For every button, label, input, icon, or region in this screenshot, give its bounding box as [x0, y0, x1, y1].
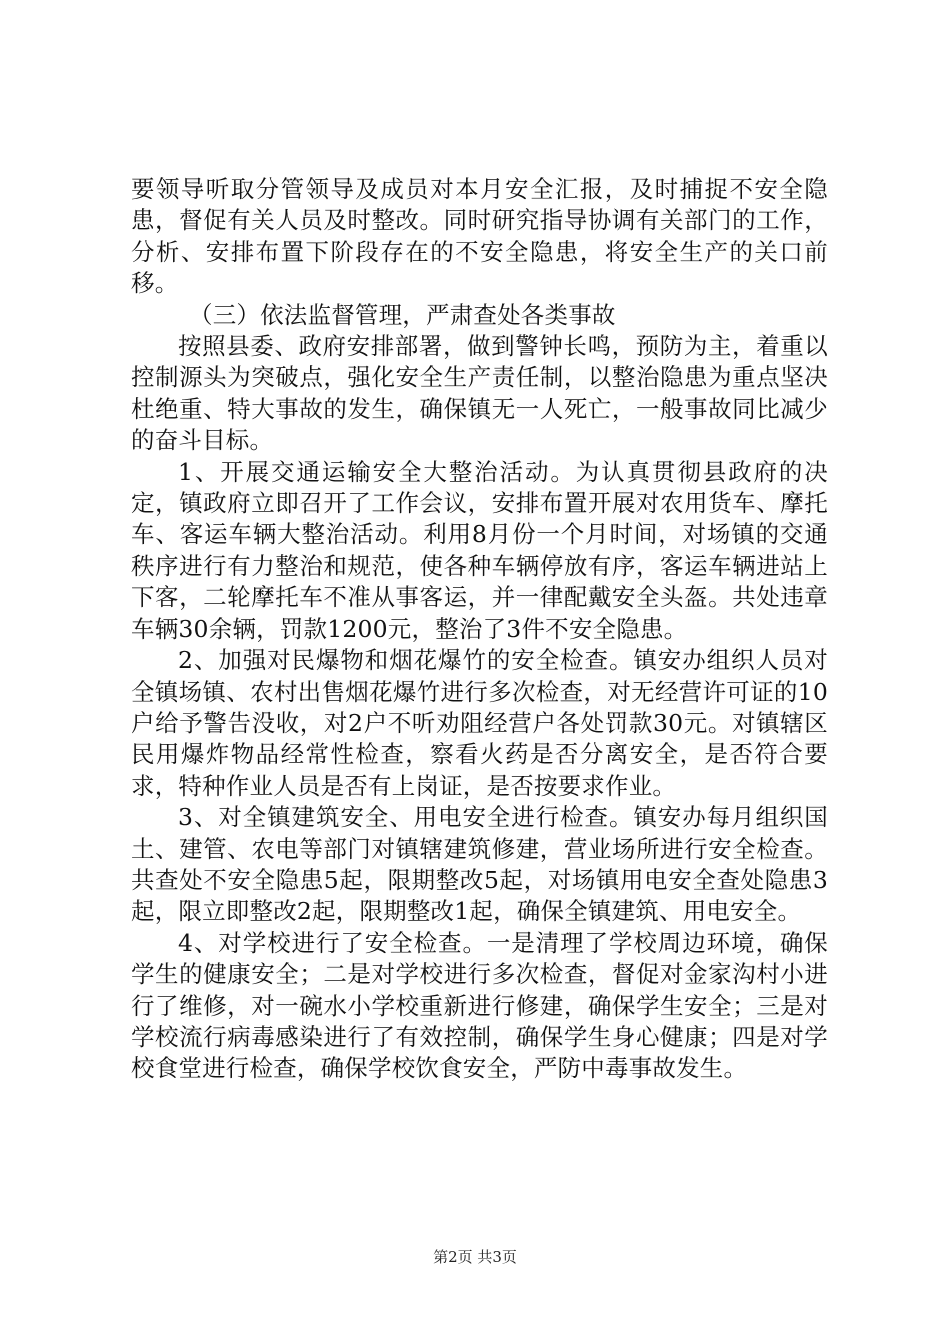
body-paragraph-2: 按照县委、政府安排部署，做到警钟长鸣，预防为主，着重以控制源头为突破点，强化安全生产责任制，以整治隐患为重点坚决杜绝重、特大事故的发生，确保镇无一人死亡，一般事故同比减少的奋斗目标。 — [131, 332, 828, 455]
section-heading: （三）依法监督管理，严肃查处各类事故 — [189, 300, 616, 329]
list-item-3: 3、对全镇建筑安全、用电安全进行检查。镇安办每月组织国土、建管、农电等部门对镇辖建筑修建，营业场所进行安全检查。共查处不安全隐患5起，限期整改5起，对场镇用电安全查处隐患3起，限立即整改2起，限期整改1起，确保全镇建筑、用电安全。 — [131, 803, 828, 926]
list-item-1: 1、开展交通运输安全大整治活动。为认真贯彻县政府的决定，镇政府立即召开了工作会议，安排布置开展对农用货车、摩托车、客运车辆大整治活动。利用8月份一个月时间，对场镇的交通秩序进行有力整治和规范，使各种车辆停放有序，客运车辆进站上下客，二轮摩托车不准从事客运，并一律配戴安全头盔。共处违章车辆30余辆，罚款1200元，整治了3件不安全隐患。 — [131, 457, 828, 643]
list-item-4: 4、对学校进行了安全检查。一是清理了学校周边环境，确保学生的健康安全；二是对学校进行多次检查，督促对金家沟村小进行了维修，对一碗水小学校重新进行修建，确保学生安全；三是对学校流行病毒感染进行了有效控制，确保学生身心健康；四是对学校食堂进行检查，确保学校饮食安全，严防中毒事故发生。 — [131, 928, 828, 1083]
document-body — [131, 174, 828, 1085]
body-paragraph-1: 要领导听取分管领导及成员对本月安全汇报，及时捕捉不安全隐患，督促有关人员及时整改。同时研究指导协调有关部门的工作，分析、安排布置下阶段存在的不安全隐患，将安全生产的关口前移。 — [131, 175, 828, 298]
page-footer: 第2页 共3页 — [433, 1248, 517, 1266]
list-item-2: 2、加强对民爆物和烟花爆竹的安全检查。镇安办组织人员对全镇场镇、农村出售烟花爆竹进行多次检查，对无经营许可证的10户给予警告没收，对2户不听劝阻经营户各处罚款30元。对镇辖区民用爆炸物品经常性检查，察看火药是否分离安全，是否符合要求，特种作业人员是否有上岗证，是否按要求作业。 — [131, 646, 828, 800]
